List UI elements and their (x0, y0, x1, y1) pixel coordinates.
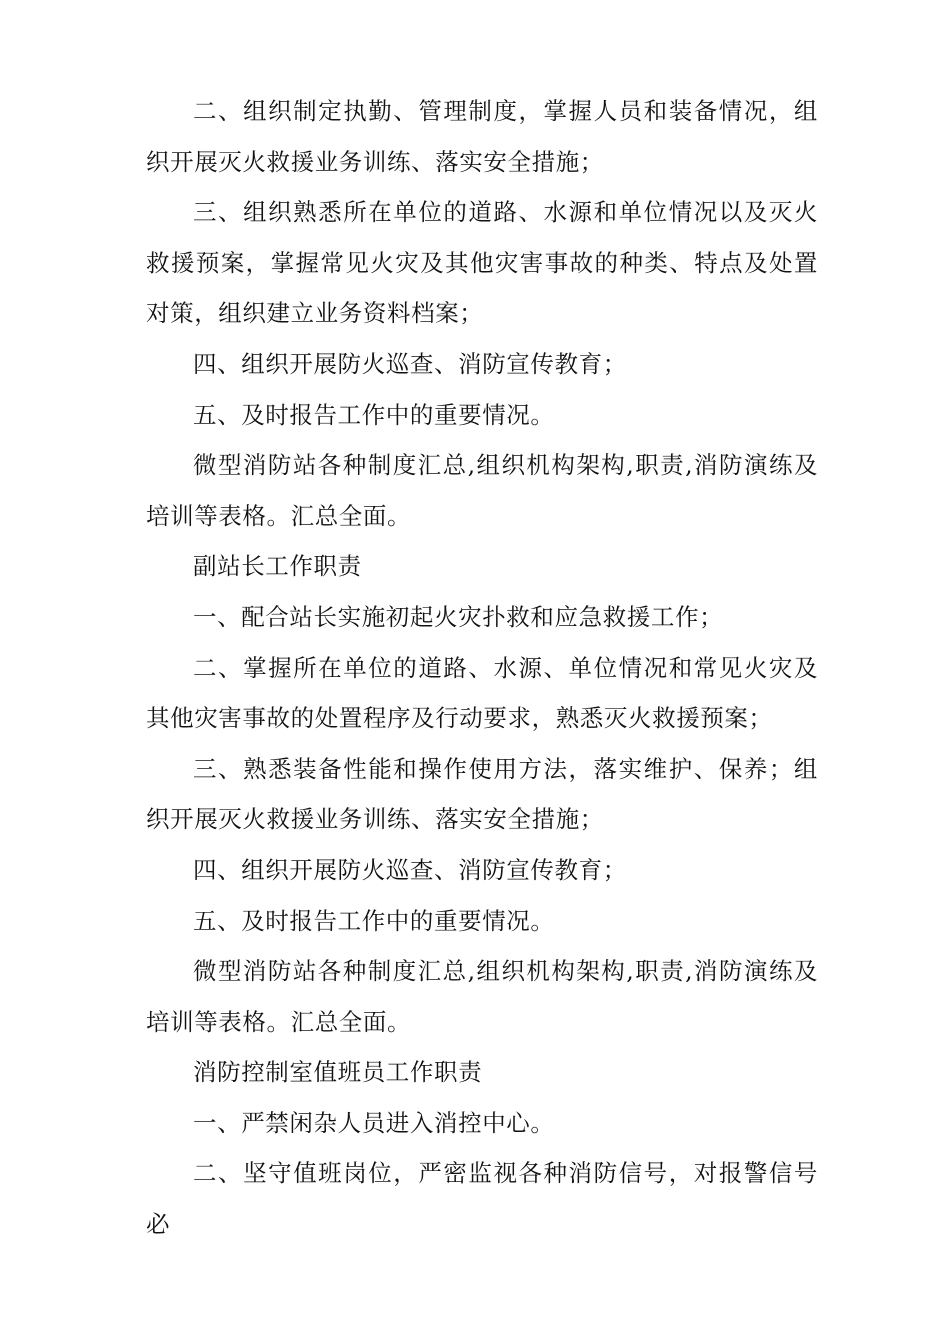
paragraph-station-chief-duty-3: 三、组织熟悉所在单位的道路、水源和单位情况以及灭火救援预案，掌握常见火灾及其他灾害事故的种类、特点及处置对策，组织建立业务资料档案； (146, 198, 818, 328)
section-heading-control-room: 消防控制室值班员工作职责 (193, 1058, 483, 1087)
paragraph-station-chief-duty-2: 二、组织制定执勤、管理制度，掌握人员和装备情况，组织开展灭火救援业务训练、落实安全措施； (146, 97, 818, 176)
document-body (146, 86, 818, 1250)
paragraph-summary-note-2: 微型消防站各种制度汇总,组织机构架构,职责,消防演练及培训等表格。汇总全面。 (146, 957, 818, 1036)
section-heading-deputy-chief: 副站长工作职责 (193, 552, 362, 581)
paragraph-deputy-duty-2: 二、掌握所在单位的道路、水源、单位情况和常见火灾及其他灾害事故的处置程序及行动要求，熟悉灭火救援预案； (146, 653, 818, 733)
paragraph-deputy-duty-5: 五、及时报告工作中的重要情况。 (193, 906, 555, 935)
paragraph-station-chief-duty-5: 五、及时报告工作中的重要情况。 (193, 400, 555, 429)
paragraph-control-room-duty-2: 二、坚守值班岗位，严密监视各种消防信号，对报警信号必 (146, 1159, 818, 1239)
paragraph-deputy-duty-4: 四、组织开展防火巡查、消防宣传教育； (193, 855, 627, 884)
paragraph-deputy-duty-3: 三、熟悉装备性能和操作使用方法，落实维护、保养；组织开展灭火救援业务训练、落实安全措施； (146, 754, 818, 834)
paragraph-station-chief-duty-4: 四、组织开展防火巡查、消防宣传教育； (193, 349, 627, 378)
paragraph-summary-note: 微型消防站各种制度汇总,组织机构架构,职责,消防演练及培训等表格。汇总全面。 (146, 451, 818, 530)
paragraph-control-room-duty-1: 一、严禁闲杂人员进入消控中心。 (193, 1108, 555, 1137)
paragraph-deputy-duty-1: 一、配合站长实施初起火灾扑救和应急救援工作； (193, 602, 724, 631)
